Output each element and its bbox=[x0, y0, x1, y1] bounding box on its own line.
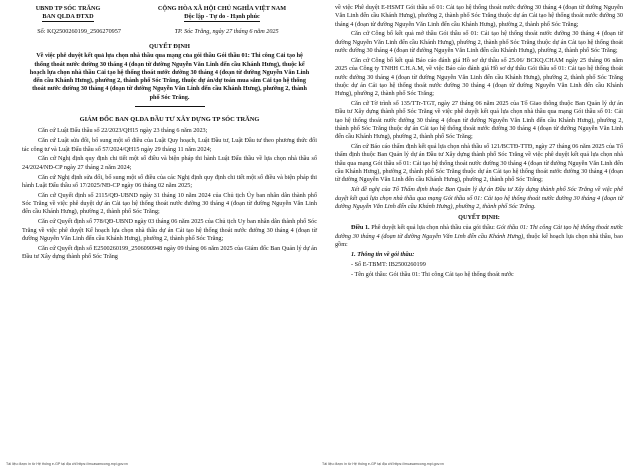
legal-basis-list bbox=[22, 127, 317, 261]
legal-basis-item: Căn cứ Quyết định số 2115/QĐ-UBND ngày 31 tháng 10 năm 2024 của Chủ tịch Ủy ban nhân dân thành phố Sóc Trăng về việc phê duyệt dự án Cải tạo hệ thống thoát nước đường 30 tháng 4 (đoạn từ đường Nguyễn Văn Linh đến cầu Khánh Hưng), phường 2, thành phố Sóc Trăng; bbox=[22, 191, 317, 216]
agency-line-1: UBND TP SÓC TRĂNG bbox=[35, 5, 101, 12]
divider bbox=[135, 106, 205, 107]
legal-basis-item: Căn cứ Tờ trình số 135/TTr-TGT, ngày 27 tháng 06 năm 2025 của Tổ Giao thông thuộc Ban Quản lý dự án Đầu tư Xây dựng thành phố Sóc Trăng về việc phê duyệt kết quả lựa chọn nhà thầu qua mạng Gói thầu số 01: Cải tạo hệ thống thoát nước đường 30 tháng 4 (đoạn từ đường Nguyễn Văn Linh đến cầu Khánh Hưng), phường 2, thành phố Sóc Trăng thuộc dự án Cải tạo hệ thống thoát nước đường 30 tháng 4 (đoạn từ đường Nguyễn Văn Linh đến cầu Khánh Hưng), phường 2, thành phố Sóc Trăng; bbox=[335, 100, 623, 141]
place-date: TP. Sóc Trăng, ngày 27 tháng 6 năm 2025 bbox=[174, 27, 279, 35]
legal-basis-item: Căn cứ Công bố kết quả mở thầu Gói thầu số 01: Cải tạo hệ thống thoát nước đường 30 tháng 4 (đoạn từ đường Nguyễn Văn Linh đến cầu Khánh Hưng), phường 2, thành phố Sóc Trăng thuộc dự án Cải tạo hệ thống thoát nước đường 30 tháng 4 (đoạn từ đường Nguyễn Văn Linh đến cầu Khánh Hưng), phường 2, thành phố Sóc Trăng; bbox=[335, 30, 623, 55]
issuing-authority: GIÁM ĐỐC BAN QLDA ĐẦU TƯ XÂY DỰNG TP SÓC TRĂNG bbox=[79, 116, 260, 124]
legal-basis-item: Căn cứ Công bố kết quả Báo cáo đánh giá Hồ sơ dự thầu số 25.06/ BCKQ.CHAM ngày 25 tháng 06 năm 2025 của Công ty TNHH C.H.A.M, về việc Báo cáo đánh giá Hồ sơ dự thầu Gói thầu số 01: Cải tạo hệ thống thoát nước đường 30 tháng 4 (đoạn từ đường Nguyễn Văn Linh đến cầu Khánh Hưng), phường 2, thành phố Sóc Trăng thuộc dự án Cải tạo hệ thống thoát nước đường 30 tháng 4 (đoạn từ đường Nguyễn Văn Linh đến cầu Khánh Hưng), phường 2, thành phố Sóc Trăng; bbox=[335, 56, 623, 98]
proposal-paragraph: Xét đề nghị của Tổ Thẩm định thuộc Ban Quản lý dự án Đầu tư Xây dựng thành phố Sóc Trăng về việc phê duyệt kết quả lựa chọn nhà thầu qua mạng Gói thầu số 01: Cải tạo hệ thống thoát nước đường 30 tháng 4 (đoạn từ đường Nguyễn Văn Linh đến cầu Khánh Hưng), phường 2, thành phố Sóc Trăng. bbox=[335, 186, 623, 210]
article-1-tail: , thuộc kế hoạch lựa chọn nhà thầu, bao gồm: bbox=[335, 232, 623, 248]
legal-basis-item: Căn cứ Nghị định sửa đổi, bổ sung một số điều của các Nghị định quy định chi tiết một số điều và biện pháp thi hành Luật Đấu thầu số 17/2025/NĐ-CP ngày 06 tháng 02 năm 2025; bbox=[22, 173, 317, 189]
right-column bbox=[335, 4, 623, 281]
footer-left: Tài liệu được in từ Hệ thống e-GP tại địa chỉ https://muasamcong.mpi.gov.vn bbox=[6, 462, 128, 466]
item-tbmt-number: - Số E-TBMT: IB2500260199 bbox=[351, 260, 426, 268]
document-header bbox=[22, 5, 317, 22]
section-package-info: 1. Thông tin về gói thầu: bbox=[351, 250, 415, 258]
nation-line-1: CỘNG HÒA XÃ HỘI CHỦ NGHĨA VIỆT NAM bbox=[157, 5, 287, 12]
nation-line-2: Độc lập - Tự do - Hạnh phúc bbox=[184, 13, 260, 22]
decision-title: QUYẾT ĐỊNH bbox=[149, 42, 190, 50]
legal-basis-item: về việc Phê duyệt E-HSMT Gói thầu số 01: Cải tạo hệ thống thoát nước đường 30 tháng 4 (đoạn từ đường Nguyễn Văn Linh đến cầu Khánh Hưng), phường 2, thành phố Sóc Trăng thuộc dự án Cải tạo hệ thống thoát nước đường 30 tháng 4 (đoạn từ đường Nguyễn Văn Linh đến cầu Khánh Hưng), phường 2, thành phố Sóc Trăng; bbox=[335, 4, 623, 28]
article-1-label: Điều 1. bbox=[351, 224, 370, 232]
legal-basis-item: Căn cứ Nghị định quy định chi tiết một số điều và biện pháp thi hành Luật Đấu thầu về lựa chọn nhà thầu số 24/2024/NĐ-CP ngày 27 tháng 2 năm 2024; bbox=[22, 155, 317, 171]
left-column bbox=[22, 4, 317, 263]
legal-basis-continued bbox=[335, 4, 623, 185]
legal-basis-item: Căn cứ Quyết định số 778/QĐ-UBND ngày 03 tháng 06 năm 2025 của Chủ tịch Uy ban nhân dân thành phố Sóc Trăng về việc phê duyệt Kế hoạch lựa chọn nhà thầu dự án Cải tạo hệ thống thoát nước đường 30 tháng 4 (đoạn từ đường Nguyễn Văn Linh đến cầu Khánh Hưng), phường 2, thành phố Sóc Trăng; bbox=[22, 218, 317, 242]
document-number: Số: KQ2500260199_2506270957 bbox=[37, 27, 121, 35]
agency-line-2: BAN QLDA ĐTXD bbox=[42, 13, 93, 22]
decision-subject: Về việc phê duyệt kết quả lựa chọn nhà thầu qua mạng của gói thầu Gói thầu 01: Thi công Cải tạo hệ thống thoát nước đường 30 tháng 4 (đoạn từ đường Nguyễn Văn Linh đến cầu Khánh Hưng), thuộc kế hoạch lựa chọn nhà thầu Cải tạo hệ thống thoát nước đường 30 tháng 4 (đoạn từ đường Nguyễn Văn Linh đến cầu Khánh Hưng), phường 2, thành phố Sóc Trăng, thuộc dự án/dự toán mua sắm Cải tạo hệ thống thoát nước đường 30 tháng 4 (đoạn từ đường Nguyễn Văn Linh đến cầu Khánh Hưng), phường 2, thành phố Sóc Trăng. bbox=[29, 52, 310, 101]
national-motto bbox=[127, 5, 317, 22]
article-1 bbox=[335, 224, 623, 249]
article-1-lead: Phê duyệt kết quả lựa chọn nhà thầu của gói thầu: bbox=[369, 224, 497, 232]
issuing-agency bbox=[22, 5, 114, 22]
doc-meta bbox=[22, 28, 317, 36]
legal-basis-item: Căn cứ Luật sửa đổi, bổ sung một số điều của Luật Quy hoạch, Luật Đầu tư, Luật Đầu tư theo phương thức đối tác công tư và Luật Đấu thầu số 57/2024/QH15 ngày 29 tháng 11 năm 2024; bbox=[22, 137, 317, 153]
item-package-name: - Tên gói thầu: Gói thầu 01: Thi công Cải tạo hệ thống thoát nước bbox=[351, 270, 514, 278]
legal-basis-item: Căn cứ Quyết định số E2500260199_2506090948 ngày 09 tháng 06 năm 2025 của Giám đốc Ban Quản lý dự án Đầu tư Xây dựng thành phố Sóc Trăng bbox=[22, 244, 317, 261]
footer-right: Tài liệu được in từ Hệ thống e-GP tại địa chỉ https://muasamcong.mpi.gov.vn bbox=[322, 462, 444, 466]
decides-heading: QUYẾT ĐỊNH: bbox=[458, 214, 500, 222]
article-1-package: Gói thầu 01: Thi công Cải tạo hệ thống thoát nước đường 30 tháng 4 (đoạn từ đường Nguyễn Văn Linh đến cầu Khánh Hưng) bbox=[335, 224, 623, 240]
legal-basis-item: Căn cứ Luật Đấu thầu số 22/2023/QH15 ngày 23 tháng 6 năm 2023; bbox=[38, 127, 208, 135]
legal-basis-item: Căn cứ Báo cáo thẩm định kết quả lựa chọn nhà thầu số 121/BCTĐ-TTĐ, ngày 27 tháng 06 năm 2025 của Tổ thẩm định thuộc Ban Quản lý dự án Đầu tư Xây dựng thành phố Sóc Trăng về việc phê duyệt kết quả lựa chọn nhà thầu qua mạng Gói thầu số 01: Cải tạo hệ thống thoát nước đường 30 tháng 4 (đoạn từ đường Nguyễn Văn Linh đến cầu Khánh Hưng), phường 2, thành phố Sóc Trăng thuộc dự án Cải tạo hệ thống thoát nước đường 30 tháng 4 (đoạn từ đường Nguyễn Văn Linh đến cầu Khánh Hưng), phường 2, thành phố Sóc Trăng; bbox=[335, 143, 623, 184]
